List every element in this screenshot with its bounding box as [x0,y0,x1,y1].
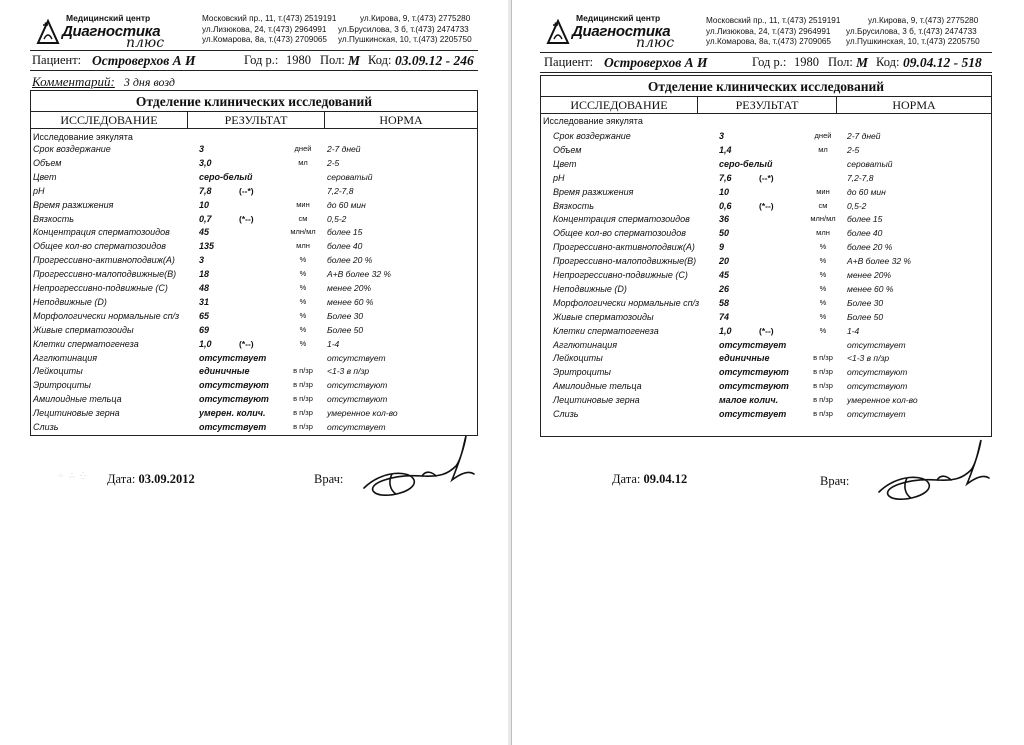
result-row [551,409,991,423]
patient-label: Пациент: [32,53,82,67]
result-unit: % [819,297,827,307]
date-value: 03.09.2012 [138,472,195,486]
code-label: Код: [876,55,900,69]
result-norm: 7,2-7,8 [327,185,354,196]
result-unit: в п/зр [813,353,833,363]
result-row [31,297,477,311]
header-divider [30,50,478,51]
result-norm: отсутствуют [847,367,908,378]
result-unit: мл [818,144,828,154]
result-norm: более 15 [327,227,363,238]
clinic-name: Диагностика [62,23,161,40]
result-norm: более 20 % [327,255,373,266]
result-norm: более 40 [327,241,363,252]
date-line [107,472,195,487]
result-unit: мин [296,199,310,209]
result-value: 10 [719,186,730,197]
result-row [551,187,991,201]
result-value: 7,6 [719,172,732,183]
clinic-name: Диагностика [572,23,671,40]
result-value: 1,0 [719,325,732,336]
result-value: 1,0 [199,338,212,349]
result-row [31,325,477,339]
clinic-header-label: Медицинский центр [576,13,661,23]
result-norm: Более 50 [327,324,364,335]
result-norm: А+В более 32 % [847,256,911,267]
address-line: ул.Пушкинская, 10, т.(473) 2205750 [338,35,472,45]
result-unit: % [819,242,827,252]
result-name: Клетки сперматогенеза [553,325,659,336]
result-unit: % [819,325,827,335]
code-label: Код: [368,53,392,67]
col-norm-header: НОРМА [836,97,991,113]
result-value: 9 [719,242,725,253]
date-label: Дата: [107,472,136,486]
result-row [31,200,477,214]
address-line: ул.Брусилова, 3 б, т.(473) 2474733 [338,24,469,34]
result-value: 1,4 [719,144,732,155]
department-title: Отделение клинических исследований [647,79,885,94]
result-name: Непрогрессивно-подвижные (С) [553,270,688,280]
result-norm: умеренное кол-во [847,395,918,406]
result-norm: А+В более 32 % [327,269,391,280]
result-name: Срок воздержание [33,144,111,154]
result-norm: менее 60 % [327,296,374,307]
result-name: Живые сперматозоиды [553,311,654,322]
result-row [551,228,991,242]
result-norm: 1-4 [327,338,340,349]
result-value: единичные [199,366,250,377]
sex-label: Пол: [320,53,345,67]
doctor-signature [352,430,482,510]
result-value: отсутствуют [719,381,789,392]
result-norm: отсутствуют [847,381,908,392]
result-name: Срок воздержание [553,131,631,141]
address-line: Московский пр., 11, т.(473) 2519191 [706,16,841,25]
result-value: отсутствует [719,339,787,350]
result-flag: (--*) [239,185,254,196]
result-row [31,408,477,422]
result-unit: % [299,296,307,306]
clinic-logo-icon [36,19,60,45]
clinic-name-plus: плюс [126,35,165,51]
result-value: 3 [199,255,205,266]
result-name: Слизь [553,409,579,419]
result-name: Эритроциты [33,380,91,391]
header-divider [540,52,992,53]
result-unit: % [819,311,827,321]
result-flag: (*--) [759,325,774,336]
result-norm: менее 20% [327,283,372,293]
result-row [31,353,477,367]
result-name: Амилоидные тельца [553,381,642,392]
result-value: 48 [199,283,210,293]
results-table [540,75,992,437]
result-norm: отсутствуют [327,380,388,391]
result-row [31,339,477,353]
result-row [31,255,477,269]
result-name: Объем [553,144,582,155]
doctor-label: Врач: [820,474,850,488]
result-value: 3,0 [199,157,212,168]
result-value: отсутствуют [199,394,269,405]
result-row [551,256,991,270]
date-value: 09.04.12 [643,472,688,486]
col-result-header: РЕЗУЛЬТАТ [697,97,836,113]
result-norm: менее 20% [847,270,892,280]
result-value: 74 [719,311,730,322]
patient-name: Островерхов А И [92,53,196,68]
result-name: Время разжижения [33,199,114,210]
col-test-header: ИССЛЕДОВАНИЕ [570,98,668,112]
comment-label: Комментарий: [32,74,115,89]
result-name: Время разжижения [553,186,634,197]
result-row [31,214,477,228]
result-norm: более 40 [847,228,883,239]
result-unit: в п/зр [813,409,833,418]
comment-line [32,74,175,90]
result-name: pH [553,172,565,183]
birth-year-label: Год р.: [244,53,279,67]
result-name: Неподвижные (D) [553,283,627,294]
result-unit: млн/мл [810,214,836,224]
clinic-logo [546,13,706,53]
result-value: 65 [199,310,210,321]
result-norm: 0,5-2 [847,200,867,211]
result-row [31,186,477,200]
result-value: отсутствует [199,352,267,363]
birth-year-value: 1980 [794,55,819,69]
sex-label: Пол: [828,55,853,69]
result-norm: Более 30 [327,310,364,321]
result-flag: (*--) [239,338,254,349]
date-line [612,472,687,487]
result-name: Амилоидные тельца [33,394,122,405]
result-norm: 2-7 дней [327,144,361,154]
result-name: Вязкость [553,200,594,211]
result-name: Прогрессивно-малоподвижные(В) [553,256,697,267]
address-line: ул.Кирова, 9, т.(473) 2775280 [868,16,979,25]
result-name: Лецитиновые зерна [33,408,120,419]
result-unit: % [819,283,827,293]
table-header [31,111,477,129]
result-unit: % [299,338,307,348]
result-unit: мин [816,186,830,196]
result-name: Морфологически нормальные сп/з [553,297,700,308]
result-norm: Более 30 [847,297,884,308]
result-unit: в п/зр [293,422,313,431]
scan-noise: ⁘ ∴ ⁛ [58,473,88,480]
result-row [551,381,991,395]
result-row [551,270,991,284]
result-name: Агглютинация [553,339,618,350]
result-norm: 2-7 дней [847,131,881,141]
result-name: Неподвижные (D) [33,296,107,307]
result-name: Непрогрессивно-подвижные (С) [33,283,168,293]
result-norm: 7,2-7,8 [847,172,874,183]
result-row [551,173,991,187]
comment-value: 3 дня возд [123,75,175,89]
result-value: умерен. колич. [199,408,266,419]
result-norm: Более 50 [847,311,884,322]
address-line: ул.Лизюкова, 24, т.(473) 2964991 [706,26,831,36]
result-row [551,214,991,228]
result-row [31,394,477,408]
doctor-label: Врач: [314,472,344,486]
result-norm: отсутствует [327,352,386,363]
result-unit: в п/зр [293,380,313,390]
result-value: 45 [719,270,730,280]
result-norm: 0,5-2 [327,213,347,224]
result-value: 7,8 [199,185,212,196]
result-unit: мл [298,157,308,167]
result-row [31,158,477,172]
result-row [31,366,477,380]
patient-name: Островерхов А И [604,55,708,70]
result-unit: см [298,213,308,223]
sex-value: М [348,53,361,68]
result-value: отсутствуют [199,380,269,391]
result-value: 3 [199,144,205,154]
result-value: 3 [719,131,725,141]
result-name: Общее кол-во сперматозоидов [33,241,166,252]
addresses-left [202,14,336,46]
result-value: 69 [199,324,210,335]
result-norm: до 60 мин [847,186,886,197]
result-row [31,172,477,186]
code-value: 09.04.12 - 518 [903,55,982,70]
result-value: малое колич. [719,395,779,406]
clinic-name-plus: плюс [636,35,675,51]
result-unit: дней [814,131,832,140]
result-norm: более 20 % [847,242,893,253]
result-unit: в п/зр [813,381,833,391]
result-row [551,131,991,145]
result-name: Концентрация сперматозоидов [553,214,690,225]
result-value: 135 [199,241,215,252]
result-name: Эритроциты [553,367,611,378]
result-value: серо-белый [199,171,253,182]
result-flag: (--*) [759,172,774,183]
result-unit: % [299,283,307,292]
date-label: Дата: [612,472,641,486]
result-row [551,326,991,340]
address-line: Московский пр., 11, т.(473) 2519191 [202,14,337,23]
patient-label: Пациент: [544,55,594,69]
address-line: ул.Кирова, 9, т.(473) 2775280 [360,14,471,23]
address-line: ул.Брусилова, 3 б, т.(473) 2474733 [846,26,977,36]
addresses-right [338,14,472,46]
result-norm: <1-3 в п/зр [847,353,890,364]
result-name: Общее кол-во сперматозоидов [553,228,686,239]
result-norm: <1-3 в п/зр [327,366,370,377]
result-name: Концентрация сперматозоидов [33,227,170,238]
result-unit: % [819,256,827,266]
result-row [31,241,477,255]
result-name: Лейкоциты [33,366,83,377]
result-value: 31 [199,296,210,307]
result-value: отсутствует [199,422,267,432]
report-sheet-1 [0,0,508,745]
result-name: Клетки сперматогенеза [33,338,139,349]
patient-divider [30,70,478,71]
result-norm: отсутствуют [327,394,388,405]
result-name: Лейкоциты [553,353,603,364]
result-norm: отсутствует [847,409,906,419]
result-value: 45 [199,227,210,238]
doctor-signature [867,434,997,514]
col-norm-header: НОРМА [324,112,477,128]
result-row [551,145,991,159]
result-row [551,353,991,367]
result-value: 18 [199,269,210,280]
result-row [551,242,991,256]
result-name: Лецитиновые зерна [553,395,640,406]
result-row [551,159,991,173]
result-unit: млн [296,241,310,251]
result-value: 0,7 [199,213,212,224]
result-name: Прогрессивно-активноподвиж(А) [33,255,175,266]
result-unit: % [819,270,827,279]
table-header [541,96,991,114]
result-norm: до 60 мин [327,199,366,210]
result-unit: млн [816,228,830,238]
addresses-left [706,16,840,48]
result-flag: (*--) [759,200,774,211]
result-value: 20 [719,256,730,267]
clinic-logo [36,13,196,53]
result-row [551,298,991,312]
result-row [31,283,477,297]
address-line: ул.Пушкинская, 10, т.(473) 2205750 [846,37,980,47]
section-title: Исследование эякулята [543,116,643,126]
result-norm: 2-5 [847,144,860,155]
clinic-header [512,0,1024,50]
result-name: pH [33,185,45,196]
result-norm: отсутствует [847,339,906,350]
clinic-header [0,0,508,50]
result-flag: (*--) [239,213,254,224]
clinic-logo-icon [546,19,570,45]
result-unit: % [299,310,307,320]
result-value: 0,6 [719,200,732,211]
result-norm: более 15 [847,214,883,225]
result-name: Живые сперматозоиды [33,324,134,335]
result-value: 26 [719,283,730,294]
result-norm: отсутствует [327,422,386,432]
birth-year-value: 1980 [286,53,311,67]
result-row [31,144,477,158]
result-norm: менее 60 % [847,283,894,294]
result-unit: % [299,269,307,279]
result-row [551,340,991,354]
code-value: 03.09.12 - 246 [395,53,474,68]
result-row [551,312,991,326]
result-unit: в п/зр [293,408,313,418]
result-value: 36 [719,214,730,225]
result-row [31,311,477,325]
addresses-right [846,16,980,48]
result-unit: млн/мл [290,227,316,237]
result-unit: в п/зр [293,394,313,404]
result-value: 50 [719,228,730,239]
result-name: Слизь [33,422,59,432]
result-row [31,269,477,283]
address-line: ул.Комарова, 8а, т.(473) 2709065 [202,35,327,45]
result-row [551,284,991,298]
result-name: Цвет [553,158,577,169]
result-unit: % [299,324,307,334]
result-name: Прогрессивно-активноподвиж(А) [553,242,695,253]
result-name: Вязкость [33,213,74,224]
birth-year-label: Год р.: [752,55,787,69]
result-row [551,367,991,381]
clinic-header-label: Медицинский центр [66,13,151,23]
result-name: Объем [33,157,62,168]
result-unit: % [299,255,307,265]
result-value: 10 [199,199,210,210]
result-value: 58 [719,297,730,308]
result-row [31,380,477,394]
result-name: Цвет [33,171,57,182]
result-norm: сероватый [327,171,373,182]
result-name: Морфологически нормальные сп/з [33,310,180,321]
section-title: Исследование эякулята [33,132,133,142]
sex-value: М [856,55,869,70]
result-unit: в п/зр [293,366,313,376]
result-value: отсутствует [719,409,787,419]
result-row [551,395,991,409]
results-table [30,90,478,436]
result-unit: см [818,200,828,210]
result-norm: умеренное кол-во [327,408,398,419]
result-norm: 2-5 [327,157,340,168]
result-unit: в п/зр [813,367,833,377]
result-value: единичные [719,353,770,364]
department-title: Отделение клинических исследований [135,94,373,109]
address-line: ул.Комарова, 8а, т.(473) 2709065 [706,37,831,47]
result-name: Агглютинация [33,352,98,363]
result-norm: сероватый [847,158,893,169]
result-unit: в п/зр [813,395,833,405]
address-line: ул.Лизюкова, 24, т.(473) 2964991 [202,24,327,34]
result-name: Прогрессивно-малоподвижные(В) [33,269,177,280]
patient-divider [540,72,992,73]
result-value: отсутствуют [719,367,789,378]
result-row [551,201,991,215]
result-unit: дней [294,144,312,153]
col-test-header: ИССЛЕДОВАНИЕ [60,113,158,127]
result-norm: 1-4 [847,325,860,336]
report-sheet-2 [512,0,1024,745]
result-row [31,227,477,241]
result-value: серо-белый [719,158,773,169]
col-result-header: РЕЗУЛЬТАТ [187,112,324,128]
